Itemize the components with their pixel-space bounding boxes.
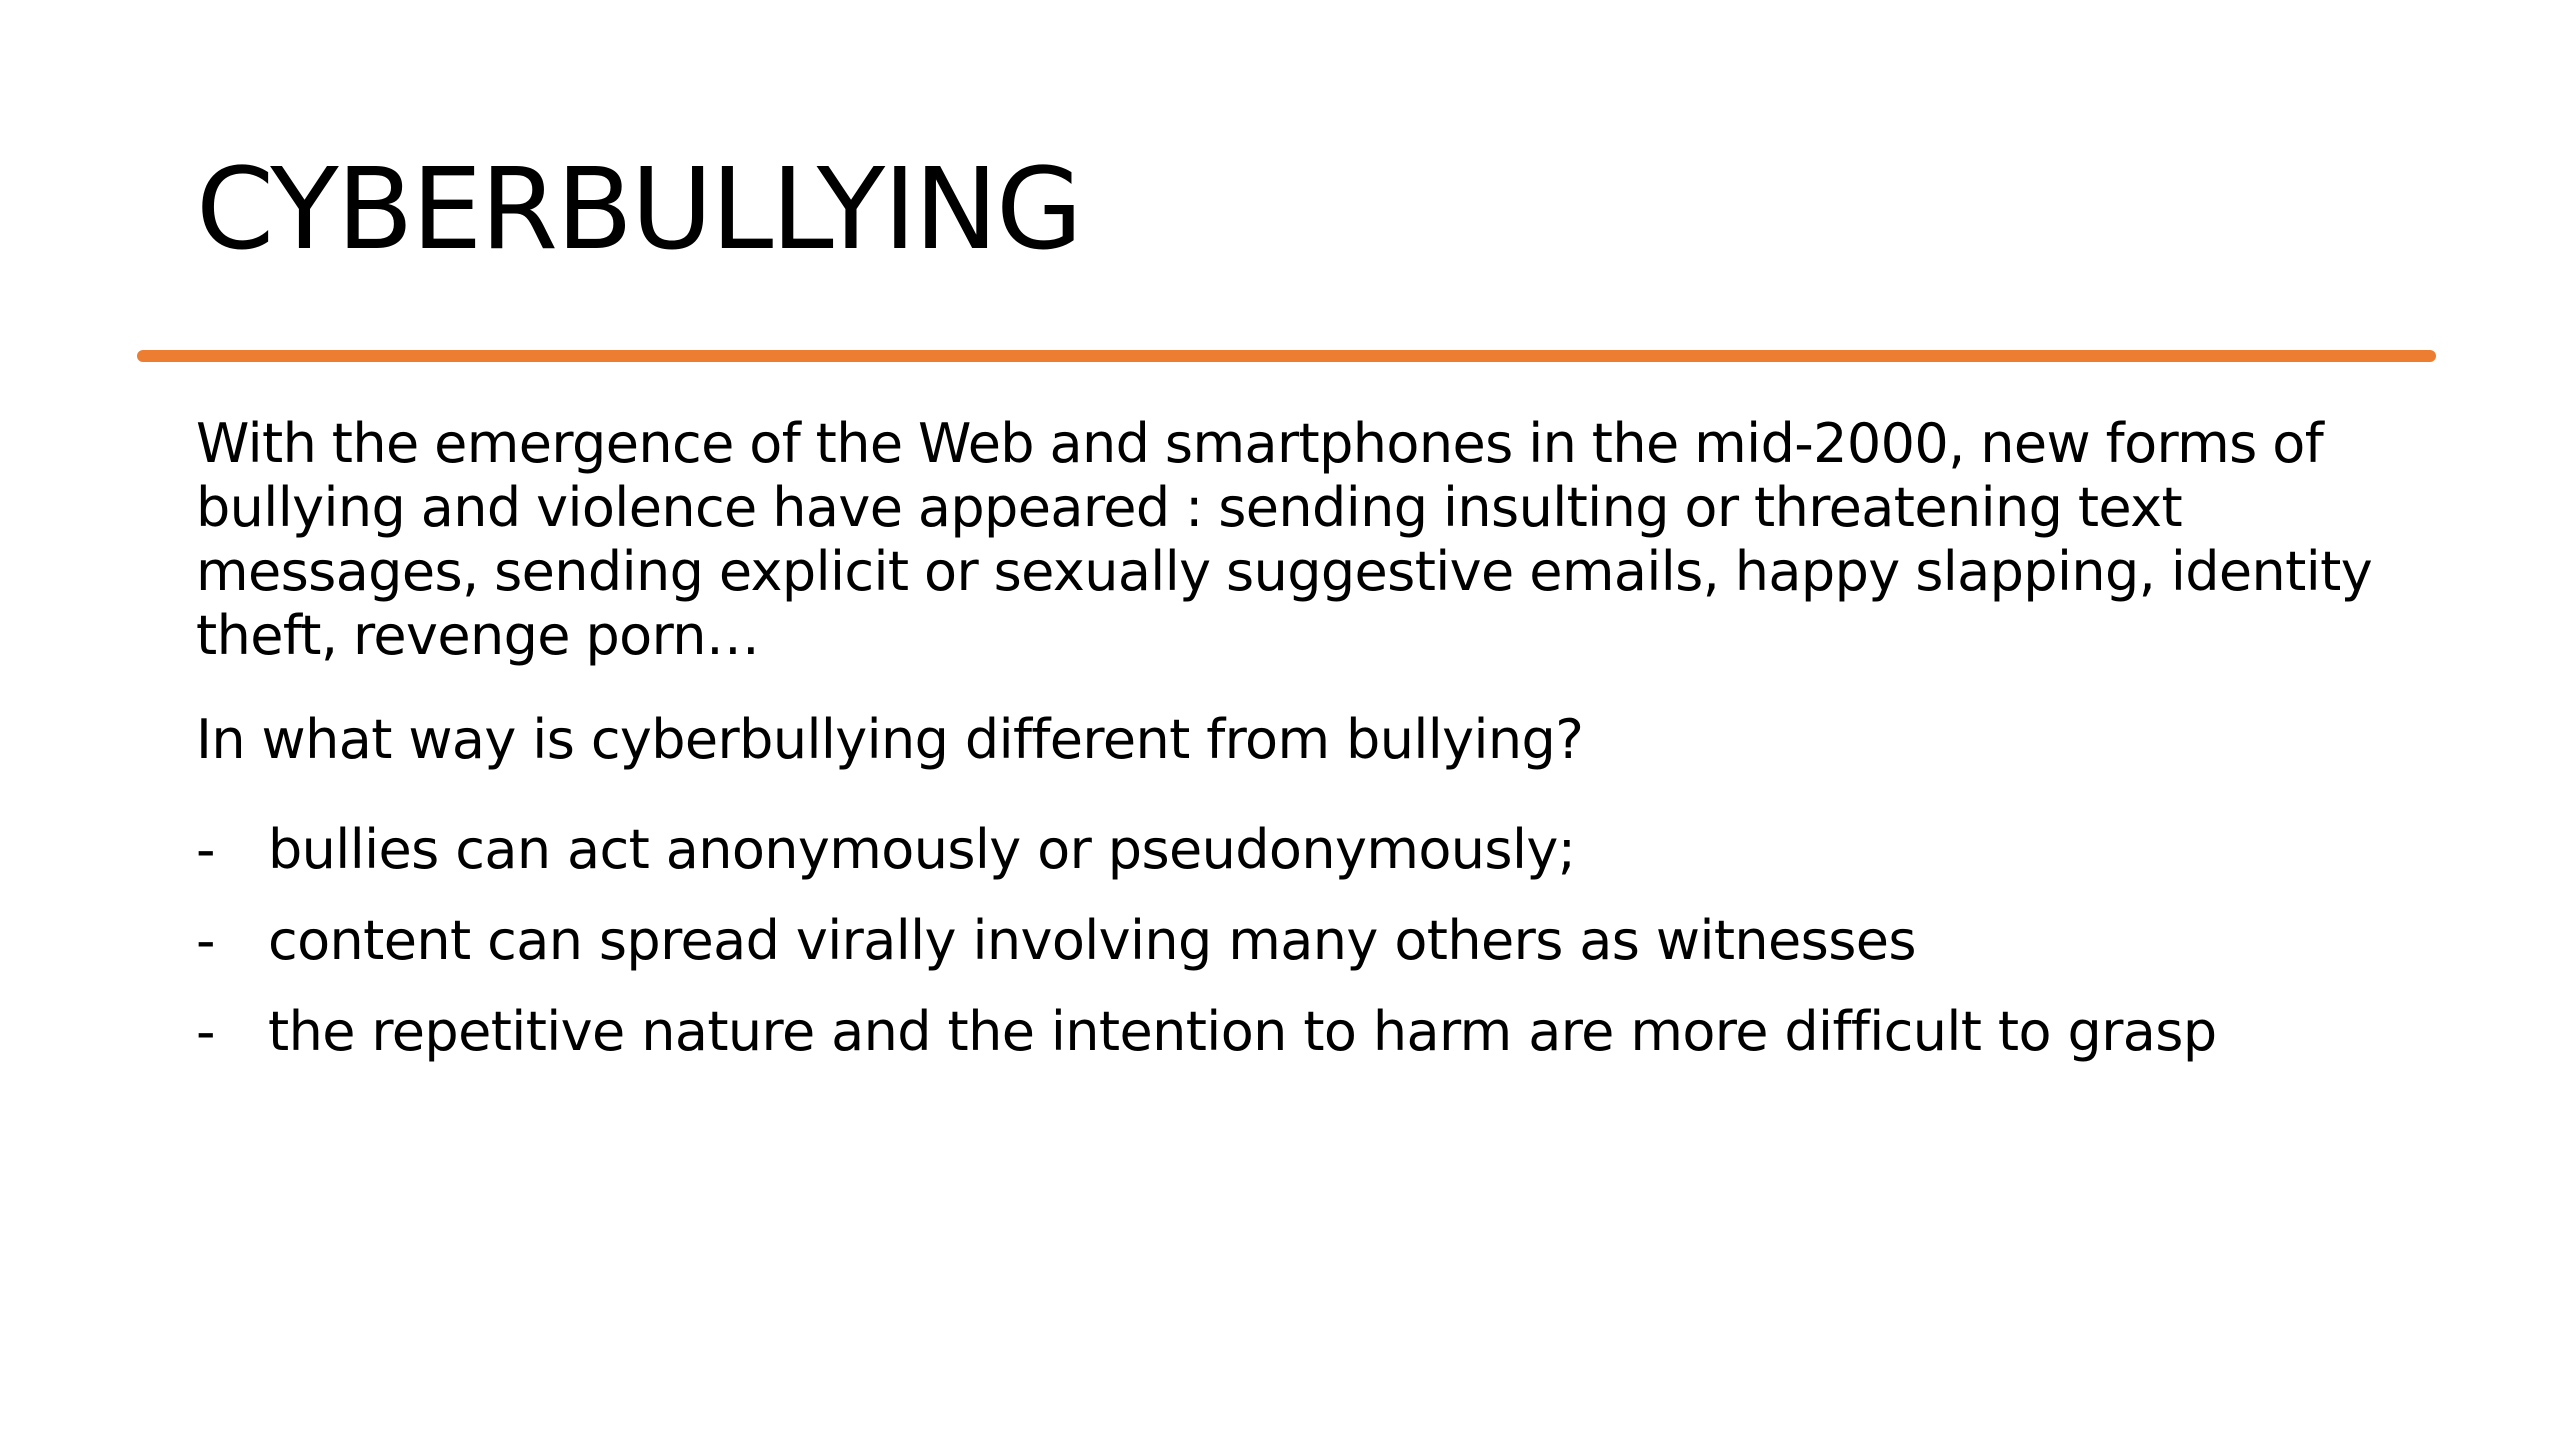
bullet-item — [196, 909, 2406, 973]
slide-title: CYBERBULLYING — [196, 145, 1081, 275]
dash-bullet-icon: - — [196, 1000, 215, 1063]
bullet-text: bullies can act anonymously or pseudonymously; — [268, 818, 1576, 881]
dash-bullet-icon: - — [196, 818, 215, 881]
title-divider — [137, 350, 2436, 362]
slide-body — [196, 412, 2406, 1091]
bullet-item — [196, 818, 2406, 882]
intro-paragraph: With the emergence of the Web and smartphones in the mid-2000, new forms of bullying and violence have appeared : sending insulting or threatening text messages, sending explicit or sexually suggestive emails, happy slapping, identity theft, revenge porn… — [196, 412, 2373, 667]
question-text: In what way is cyberbullying different from bullying? — [196, 708, 1584, 771]
bullet-text: the repetitive nature and the intention to harm are more difficult to grasp — [268, 1000, 2217, 1063]
bullet-list — [196, 818, 2406, 1064]
bullet-item — [196, 1000, 2406, 1064]
bullet-text: content can spread virally involving many others as witnesses — [268, 909, 1916, 972]
dash-bullet-icon: - — [196, 909, 215, 972]
